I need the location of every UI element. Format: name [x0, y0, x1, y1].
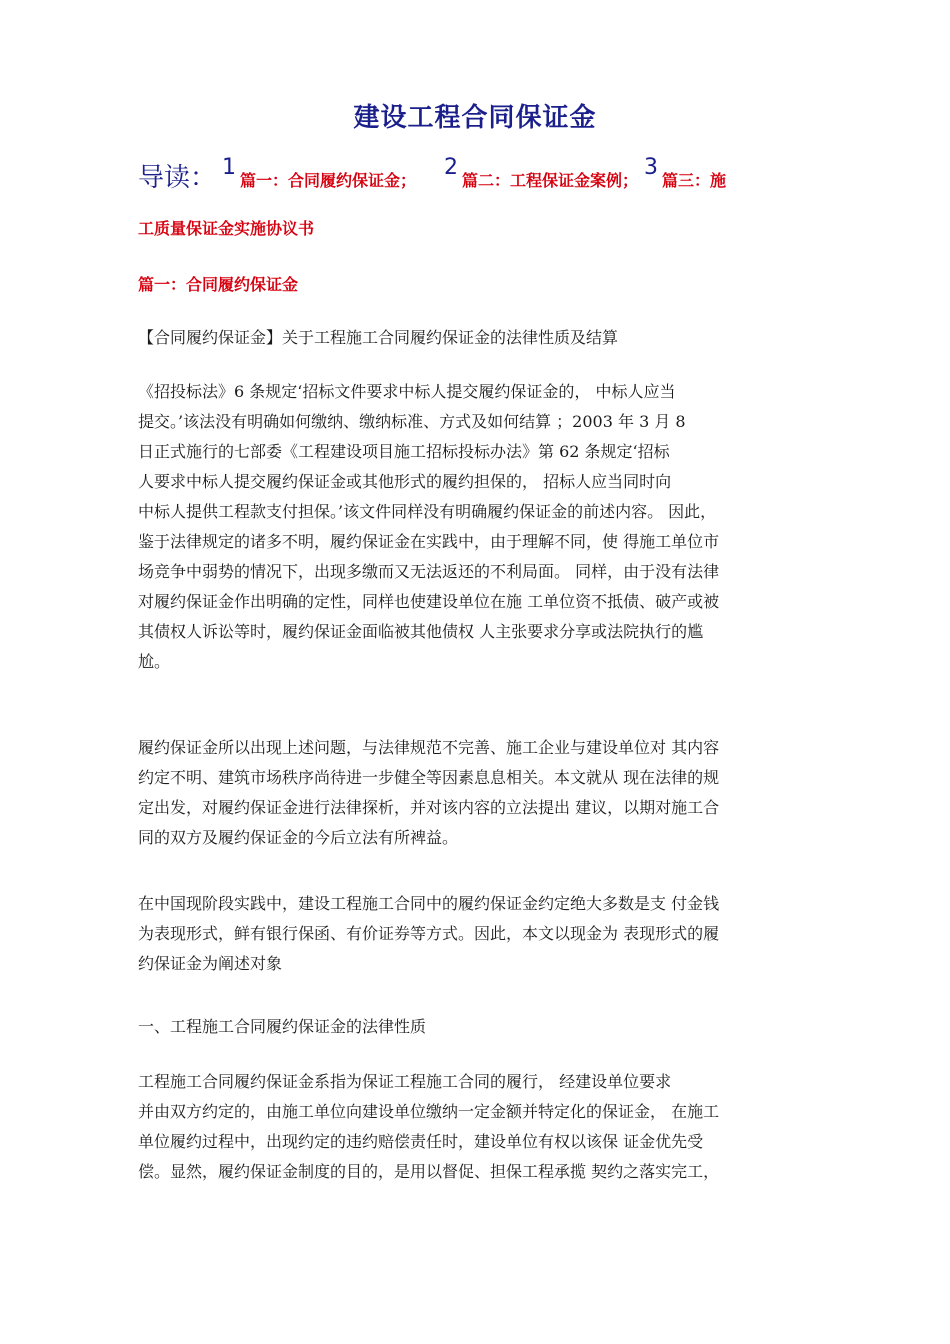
guide-link-part-3-continued[interactable]: 工质量保证金实施协议书: [138, 219, 315, 238]
paragraph-line: 同的双方及履约保证金的今后立法有所裨益。: [138, 828, 459, 847]
paragraph-line: 并由双方约定的，由施工单位向建设单位缴纳一定金额并特定化的保证金， 在施工: [138, 1102, 720, 1121]
paragraph-line: 人要求中标人提交履约保证金或其他形式的履约担保的， 招标人应当同时向: [138, 472, 672, 491]
paragraph-subtitle: [138, 323, 818, 353]
paragraph-line: 对履约保证金作出明确的定性，同样也使建设单位在施 工单位资不抵债、破产或被: [138, 592, 720, 611]
paragraph-line: 提交。’该法没有明确如何缴纳、缴纳标准、方式及如何结算 ；2003 年 3 月 8: [138, 412, 686, 431]
document-title: 建设工程合同保证金: [353, 103, 597, 133]
guide-number-3: 3: [644, 155, 659, 180]
guide-link-part-3[interactable]: 篇三：施: [662, 171, 727, 190]
guide-label: 导读：: [138, 163, 217, 193]
paragraph-line: 《招投标法》6 条规定‘招标文件要求中标人提交履约保证金的， 中标人应当: [138, 382, 676, 401]
paragraph-1: [138, 377, 818, 677]
guide-link-part-2[interactable]: 篇二：工程保证金案例；: [462, 171, 639, 190]
paragraph-4: [138, 1067, 818, 1187]
paragraph-line: 其债权人诉讼等时，履约保证金面临被其他债权 人主张要求分享或法院执行的尴: [138, 622, 704, 641]
paragraph-line: 工程施工合同履约保证金系指为保证工程施工合同的履行， 经建设单位要求: [138, 1072, 672, 1091]
paragraph-3: [138, 889, 818, 979]
paragraph-line: 在中国现阶段实践中，建设工程施工合同中的履约保证金约定绝大多数是支 付金钱: [138, 894, 720, 913]
paragraph-line: 约保证金为阐述对象: [138, 954, 283, 973]
paragraph-line: 鉴于法律规定的诸多不明，履约保证金在实践中，由于理解不同，使 得施工单位市: [138, 532, 720, 551]
section-heading: 篇一：合同履约保证金: [138, 275, 299, 294]
paragraph-line: 履约保证金所以出现上述问题，与法律规范不完善、施工企业与建设单位对 其内容: [138, 738, 720, 757]
guide-number-2: 2: [444, 155, 459, 180]
paragraph-line: 单位履约过程中，出现约定的违约赔偿责任时，建设单位有权以该保 证金优先受: [138, 1132, 704, 1151]
guide-number-1: 1: [222, 155, 237, 180]
paragraph-line: 一、工程施工合同履约保证金的法律性质: [138, 1017, 427, 1036]
paragraph-line: 日正式施行的七部委《工程建设项目施工招标投标办法》第 62 条规定‘招标: [138, 442, 670, 461]
paragraph-line: 偿。显然，履约保证金制度的目的，是用以督促、担保工程承揽 契约之落实完工，: [138, 1162, 720, 1181]
paragraph-heading-one: [138, 1012, 818, 1042]
paragraph-line: 中标人提供工程款支付担保。’该文件同样没有明确履约保证金的前述内容。 因此，: [138, 502, 717, 521]
guide-line: [138, 155, 818, 201]
paragraph-line: 【合同履约保证金】关于工程施工合同履约保证金的法律性质及结算: [138, 328, 619, 347]
paragraph-line: 约定不明、建筑市场秩序尚待进一步健全等因素息息相关。本文就从 现在法律的规: [138, 768, 720, 787]
paragraph-line: 场竞争中弱势的情况下，出现多缴而又无法返还的不利局面。 同样，由于没有法律: [138, 562, 720, 581]
paragraph-line: 尬。: [138, 652, 171, 671]
paragraph-line: 定出发，对履约保证金进行法律探析，并对该内容的立法提出 建议，以期对施工合: [138, 798, 720, 817]
paragraph-2: [138, 733, 818, 853]
paragraph-line: 为表现形式，鲜有银行保函、有价证券等方式。因此，本文以现金为 表现形式的履: [138, 924, 720, 943]
guide-link-part-1[interactable]: 篇一：合同履约保证金；: [240, 171, 417, 190]
